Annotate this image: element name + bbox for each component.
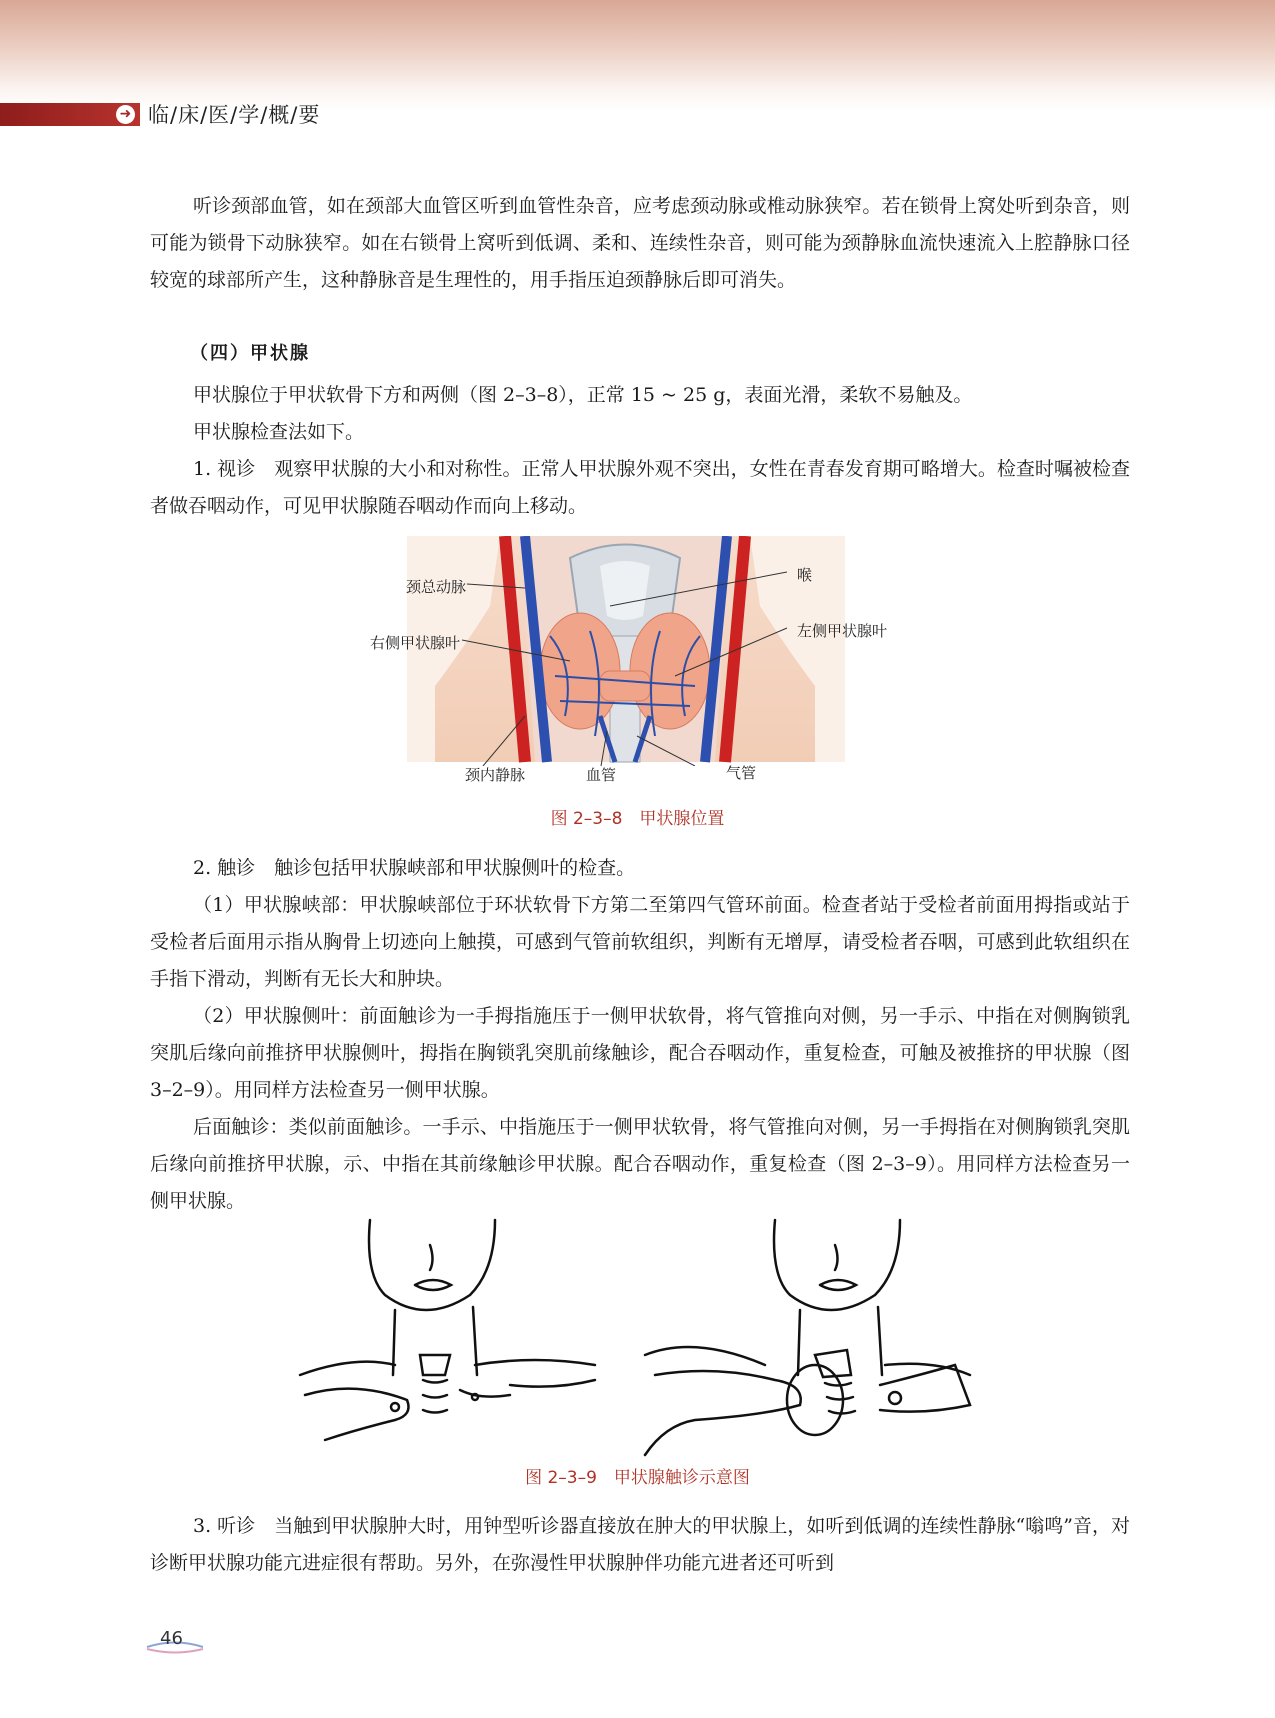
book-title: 临/床/医/学/概/要 [148, 103, 321, 127]
label-larynx: 喉 [797, 566, 813, 584]
label-left-thyroid-lobe: 左侧甲状腺叶 [797, 622, 888, 640]
palpation-line-drawing [295, 1215, 975, 1465]
page-number: 46 [160, 1628, 183, 1649]
paragraph-thyroid-location: 甲状腺位于甲状软骨下方和两侧（图 2–3–8），正常 15 ~ 25 g，表面光滑，柔软不易触及。 [193, 384, 973, 406]
figure-palpation-sketches [295, 1215, 975, 1465]
arrow-right-circle-icon: ➜ [116, 105, 135, 124]
label-common-carotid: 颈总动脉 [406, 578, 467, 596]
label-internal-jugular: 颈内静脉 [465, 766, 526, 784]
section-heading-thyroid: （四）甲状腺 [190, 343, 310, 364]
paragraph-neck-auscultation: 听诊颈部血管，如在颈部大血管区听到血管性杂音，应考虑颈动脉或椎动脉狭窄。若在锁骨上窝处听到杂音，则可能为锁骨下动脉狭窄。如在右锁骨上窝听到低调、柔和、连续性杂音，则可能为颈静脉血流快速流入上腔静脉口径较宽的球部所产生，这种静脉音是生理性的，用手指压迫颈静脉后即可消失。 [150, 195, 1130, 291]
paragraph-thyroid-auscultation: 3. 听诊 当触到甲状腺肿大时，用钟型听诊器直接放在肿大的甲状腺上，如听到低调的连续性静脉“嗡鸣”音，对诊断甲状腺功能亢进症很有帮助。另外，在弥漫性甲状腺肿伴功能亢进者还可听到 [150, 1515, 1130, 1574]
page-top-band [0, 0, 1275, 110]
paragraph-posterior-palpation: 后面触诊：类似前面触诊。一手示、中指施压于一侧甲状软骨，将气管推向对侧，另一手拇指在对侧胸锁乳突肌后缘向前推挤甲状腺，示、中指在其前缘触诊甲状腺。配合吞咽动作，重复检查（图 2–3–9）。用同样方法检查另一侧甲状腺。 [150, 1116, 1130, 1212]
paragraph-lateral-lobe: （2）甲状腺侧叶：前面触诊为一手拇指施压于一侧甲状软骨，将气管推向对侧，另一手示、中指在对侧胸锁乳突肌后缘向前推挤甲状腺侧叶，拇指在胸锁乳突肌前缘触诊，配合吞咽动作，重复检查，可触及被推挤的甲状腺（图 3–2–9）。用同样方法检查另一侧甲状腺。 [150, 1005, 1130, 1101]
paragraph-palpation: 2. 触诊 触诊包括甲状腺峡部和甲状腺侧叶的检查。 [193, 857, 636, 879]
paragraph-exam-methods: 甲状腺检查法如下。 [193, 421, 365, 443]
label-right-thyroid-lobe: 右侧甲状腺叶 [370, 634, 461, 652]
figure-caption-thyroid-position: 图 2–3–8 甲状腺位置 [550, 809, 725, 829]
label-trachea: 气管 [726, 764, 757, 782]
paragraph-isthmus: （1）甲状腺峡部：甲状腺峡部位于环状软骨下方第二至第四气管环前面。检查者站于受检者前面用拇指或站于受检者后面用示指从胸骨上切迹向上触摸，可感到气管前软组织，判断有无增厚，请受检者吞咽，可感到此软组织在手指下滑动，判断有无长大和肿块。 [150, 894, 1130, 990]
figure-caption-palpation: 图 2–3–9 甲状腺触诊示意图 [525, 1468, 750, 1488]
paragraph-inspection: 1. 视诊 观察甲状腺的大小和对称性。正常人甲状腺外观不突出，女性在青春发育期可略增大。检查时嘱被检查者做吞咽动作，可见甲状腺随吞咽动作而向上移动。 [150, 458, 1130, 517]
label-blood-vessel: 血管 [586, 766, 617, 784]
